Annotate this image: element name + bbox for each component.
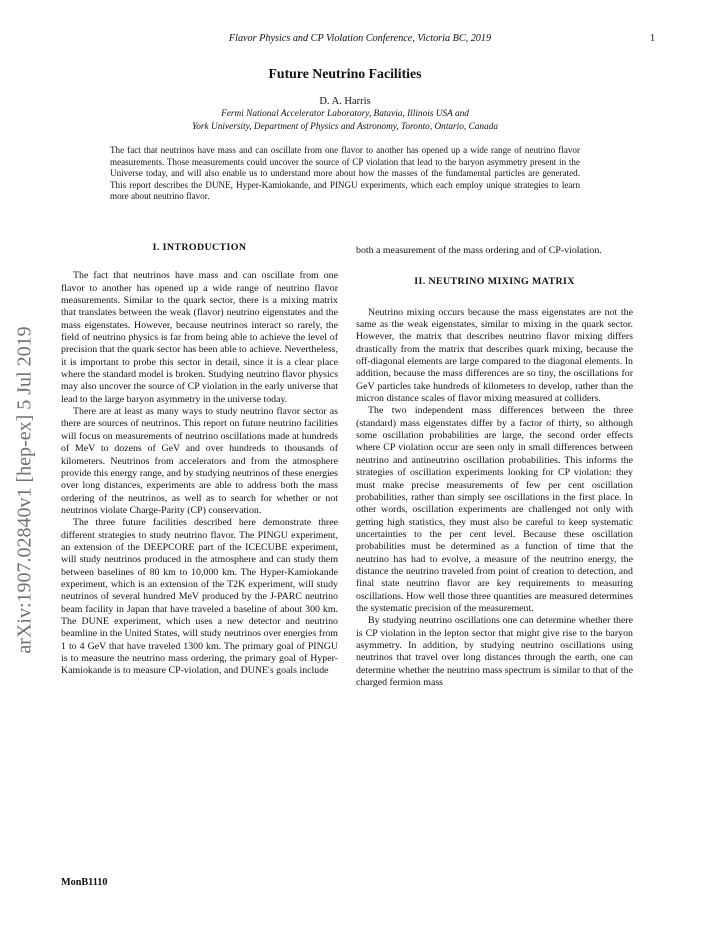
intro-paragraph: The three future facilities described here demonstrate three different strategies to study neutrino flavor. The PINGU experiment, an extension of the DEEPCORE part of the ICECUBE experiment, will study neutrinos produced in the atmosphere and can study them between baselines of 80 km to 10,000 km. The Hyper-Kamiokande experiment, which is an extension of the T2K experiment, will study neutrinos of several hundred MeV produced by the J-PARC neutrino beam facility in Japan that have traveled a baseline of about 300 km. The DUNE experiment, which uses a new detector and neutrino beamline in the United States, will study neutrinos over energies from 1 to 4 GeV that have traveled 1300 km. The primary goal of PINGU is to measure the neutrino mass ordering, the primary goal of Hyper-Kamiokande is to measure CP-violation, and DUNE's goals include (61, 517, 338, 677)
intro-paragraph: There are at least as many ways to study neutrino flavor sector as there are sources of neutrinos. This report on future neutrino facilities will focus on measurements of neutrino oscillations made at hundreds of MeV to dozens of GeV and over hundreds to thousands of kilometers. Neutrinos from accelerators and from the atmosphere provide this energy range, and by studying neutrinos of these energies over long distances, experiments are able to address both the mass ordering of the neutrinos, as well as to search for whether or not neutrinos violate Charge-Parity (CP) conservation. (61, 406, 338, 516)
section-heading-mixing-matrix: II. NEUTRINO MIXING MATRIX (414, 276, 575, 288)
arxiv-identifier: arXiv:1907.02840v1 [hep-ex] 5 Jul 2019 (13, 326, 36, 654)
abstract: The fact that neutrinos have mass and can oscillate from one flavor to another has opened up a wide range of neutrino flavor measurements. Those measurements could uncover the source of CP violation that lead to the baryon asymmetry present in the Universe today, and will also enable us to understand more about how the masses of the fundamental particles are generated. This report describes the DUNE, Hyper-Kamiokande, and PINGU experiments, which each employ unique strategies to learn more about neutrino flavor. (110, 145, 580, 201)
paper-author: D. A. Harris (319, 96, 371, 107)
mixing-paragraph: Neutrino mixing occurs because the mass eigenstates are not the same as the weak eigenstates, similar to mixing in the quark sector. However, the matrix that describes neutrino flavor mixing differs drastically from the matrix that describes quark mixing, because the off-diagonal elements are large compared to the diagonal elements. In addition, because the mass differences are so tiny, the oscillations for GeV particles take hundreds of kilometers to develop, rather than the micron distance scales of flavor mixing measured at colliders. (356, 306, 633, 405)
running-header: Flavor Physics and CP Violation Conference, Victoria BC, 2019 (228, 33, 492, 44)
section-heading-introduction: I. INTRODUCTION (152, 242, 247, 253)
affiliation-fermilab: Fermi National Accelerator Laboratory, Batavia, Illinois USA and (221, 109, 469, 119)
intro-continuation: both a measurement of the mass ordering and of CP-violation. (356, 245, 602, 256)
mixing-paragraph: The two independent mass differences between the three (standard) mass eigenstates differ by a factor of thirty, so although some oscillation probabilities are large, the second order effects where CP violation occur are seen only in small differences between neutrino and antineutrino oscillation probabilities. This informs the strategies of oscillation experiments looking for CP violation: they must make precise measurements of few per cent oscillation probabilities, rather than simply see oscillations in the first place. In other words, oscillation experiments are challenged not only with getting high statistics, they must also be careful to keep systematic uncertainties to the per cent level. Because these oscillation probabilities must be determined as a function of time that the neutrino has had to evolve, a measure of the neutrino energy, the distance the neutrino traveled from point of creation to detection, and final state neutrino flavor are key requirements to measuring oscillations. How well those three quantities are measured determines the systematic precision of the measurement. (356, 405, 633, 614)
right-column (356, 245, 633, 689)
arxiv-sidebar-stamp (5, 326, 45, 654)
session-code: MonB1110 (61, 877, 108, 888)
left-column (61, 242, 338, 678)
paper-title: Future Neutrino Facilities (268, 66, 422, 81)
mixing-paragraph: By studying neutrino oscillations one can determine whether there is CP violation in the lepton sector that might give rise to the baryon asymmetry. In addition, by studying neutrino oscillations using neutrinos that travel over long distances through the earth, one can determine whether the neutrino mass spectrum is similar to that of the charged fermion mass (356, 615, 633, 688)
page-number: 1 (650, 33, 656, 44)
affiliation-york: York University, Department of Physics and Astronomy, Toronto, Ontario, Canada (191, 122, 499, 132)
intro-paragraph: The fact that neutrinos have mass and can oscillate from one flavor to another has opened up a wide range of neutrino flavor measurements. Similar to the quark sector, there is a mixing matrix that translates between the weak (flavor) neutrino eigenstates and the mass eigenstates. However, because neutrinos interact so rarely, the field of neutrino physics is far from being able to achieve the level of precision that the quark sector has been able to achieve. Nevertheless, it is important to probe this sector in detail, since it is a clear place where the standard model is broken. Studying neutrino flavor physics may also uncover the source of CP violation in the early universe that lead to the large baryon asymmetry in the universe today. (61, 270, 338, 405)
